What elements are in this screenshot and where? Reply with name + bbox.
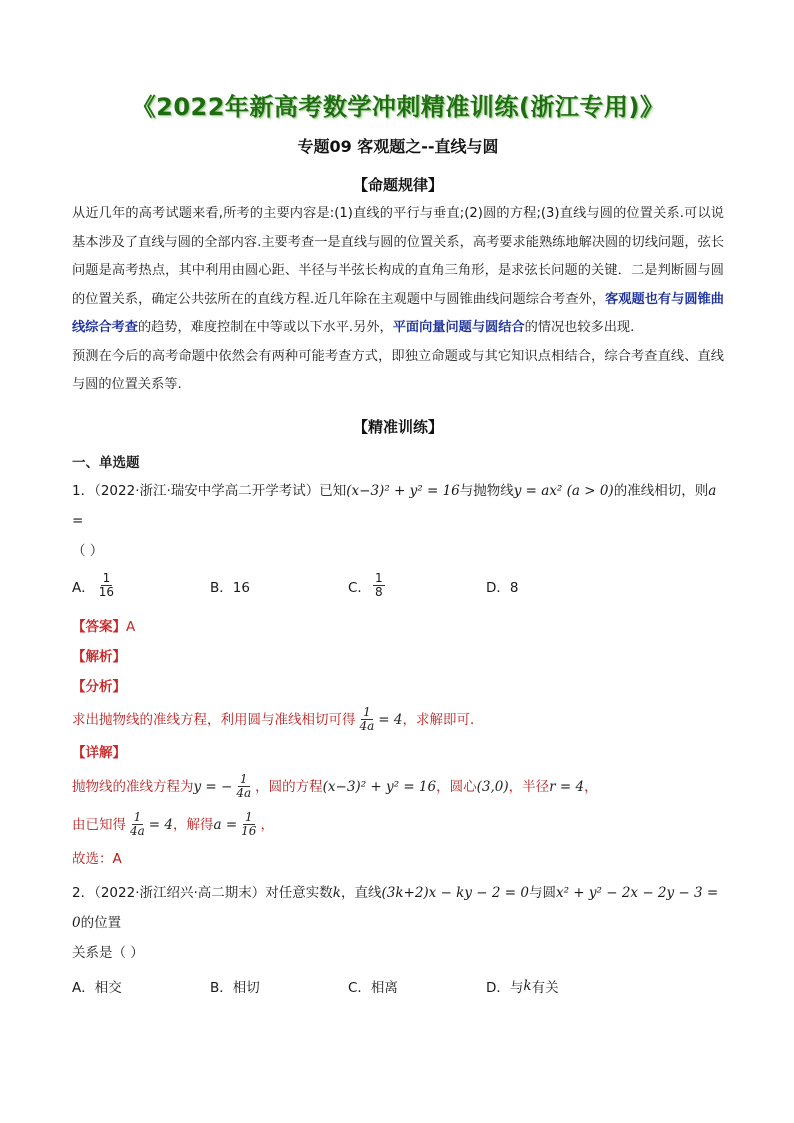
fraction: $\frac{1}{8}$ (374, 571, 383, 599)
option-d: D．与 k 有关 (486, 977, 559, 996)
sub-title: 专题09 客观题之--直线与圆 (297, 137, 499, 156)
question-1-stem: 1．（2022·浙江·瑞安中学高二开学考试）已知(x−3)² + y² = 16与抛物线y = ax² (a > 0)的准线相切，则a = (72, 482, 717, 529)
question-1-paren: （ ） (72, 542, 104, 559)
question-2-options (72, 968, 724, 1004)
question-type-heading: 一、单选题 (72, 454, 140, 471)
analysis-label: 【解析】 (72, 648, 126, 665)
option-c: C．相离 (348, 979, 398, 996)
option-c: C． $\frac{1}{8}$ (348, 571, 383, 599)
fenxi-label: 【分析】 (72, 678, 126, 695)
fenxi-text: 求出抛物线的准线方程，利用圆与准线相切可得 $\frac{1}{4a}$ = 4，求解即可． (72, 705, 484, 733)
answer-value: A (126, 618, 136, 635)
forecast-paragraph: 预测在今后的高考命题中依然会有两种可能考查方式，即独立命题或与其它知识点相结合，综合考查直线、直线与圆的位置关系等. (72, 348, 724, 392)
question-1-options (72, 566, 724, 606)
detail-line-1: 抛物线的准线方程为y = − $\frac{1}{4a}$ ，圆的方程(x−3)² + y² = 16，圆心(3,0)，半径r = 4， (72, 772, 598, 800)
detail-label: 【详解】 (72, 744, 126, 761)
math-circle-equation: (x−3)² + y² = 16 (346, 482, 460, 499)
math-line-equation: (3k+2)x − ky − 2 = 0 (381, 884, 529, 901)
math-circle-equation: x² + y² − 2x − 2y − 3 = 0 (72, 884, 719, 931)
section-heading-training: 【精准训练】 (352, 417, 443, 436)
fraction: $\frac{1}{16}$ (98, 571, 115, 599)
detail-line-2: 由已知得 $\frac{1}{4a}$ = 4，解得a = $\frac{1}{16}$ ， (72, 810, 274, 838)
option-d: D．8 (486, 579, 519, 596)
highlight-text: 平面向量问题与圆结合 (392, 320, 525, 335)
option-a: A． $\frac{1}{16}$ (72, 571, 115, 599)
answer-label: 【答案】 (72, 618, 126, 635)
highlight-text: 客观题也有与圆锥曲线综合考查 (72, 291, 724, 335)
question-2-paren: 关系是（ ） (72, 944, 144, 961)
fraction: $\frac{1}{4a}$ (236, 772, 252, 800)
document-page (72, 88, 724, 1004)
question-2-stem: 2．（2022·浙江绍兴·高二期末）对任意实数k，直线(3k+2)x − ky − 2 = 0与圆x² + y² − 2x − 2y − 3 = 0的位置 (72, 884, 719, 931)
fraction: $\frac{1}{4a}$ (359, 705, 375, 733)
option-b: B．相切 (210, 979, 260, 996)
option-a: A．相交 (72, 979, 122, 996)
section-heading-rules: 【命题规律】 (352, 176, 443, 194)
option-b: B．16 (210, 579, 250, 596)
rules-paragraph: 从近几年的高考试题来看,所考的主要内容是:(1)直线的平行与垂直;(2)圆的方程;(3)直线与圆的位置关系.可以说基本涉及了直线与圆的全部内容.主要考查一是直线与圆的位置关系，高考要求能熟练地解决圆的切线问题，弦长问题是高考热点，其中利用由圆心距、半径与半弦长构成的直角三角形，是求弦长问题的关键．二是判断圆与圆的位置关系，确定公共弦所在的直线方程.近几年除在主观题中与圆锥曲线问题综合考查外，客观题也有与圆锥曲线综合考查的趋势，难度控制在中等或以下水平.另外，平面向量问题与圆结合的情况也较多出现. (72, 206, 724, 335)
fraction: $\frac{1}{4a}$ (130, 810, 145, 838)
fraction: $\frac{1}{16}$ (241, 810, 257, 838)
conclusion-line: 故选：A (72, 850, 122, 867)
math-parabola-equation: y = ax² (a > 0) (513, 482, 614, 499)
main-title: 《2022年新高考数学冲刺精准训练(浙江专用)》 (131, 93, 665, 121)
answer-line (72, 612, 724, 642)
